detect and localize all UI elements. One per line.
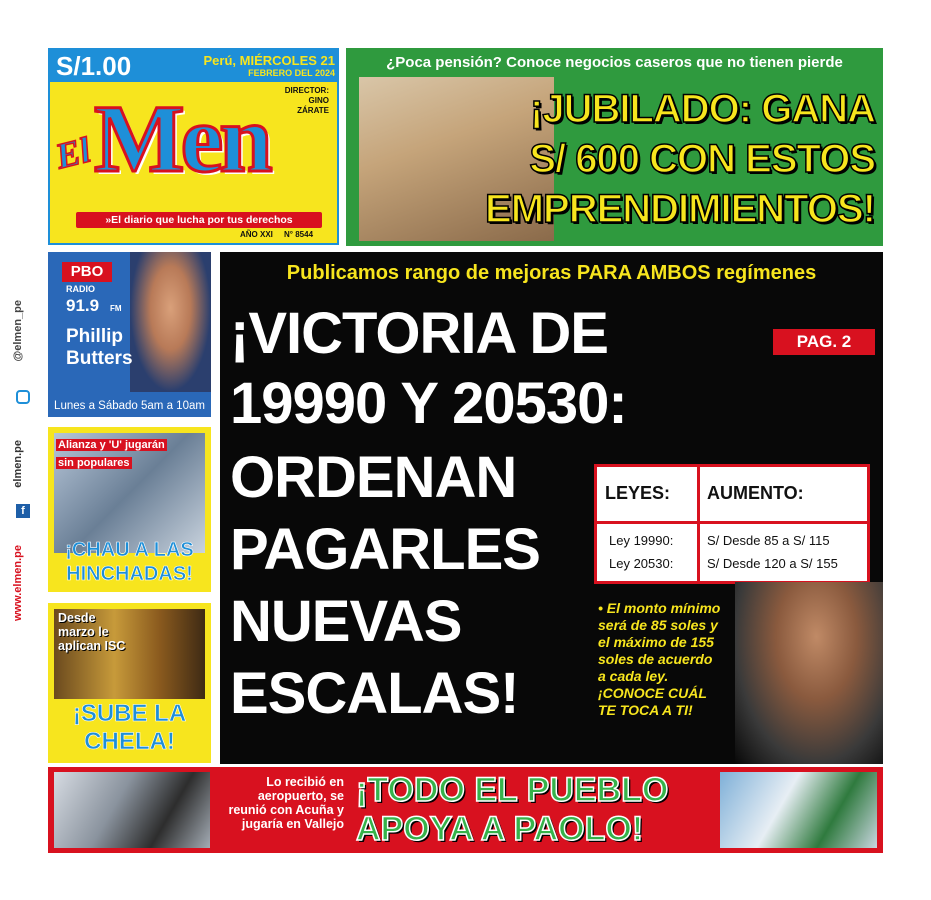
bottom-story-kicker-line: Lo recibió en xyxy=(266,775,344,789)
laws-table xyxy=(594,464,870,584)
side-story-beer[interactable] xyxy=(48,603,211,763)
radio-brand: PBO xyxy=(62,262,112,282)
laws-table-cell-law: Ley 19990: xyxy=(609,533,674,548)
main-headline-line5: NUEVAS xyxy=(230,589,462,654)
main-headline-line1: ¡VICTORIA DE xyxy=(230,301,608,366)
laws-table-cell-law: Ley 20530: xyxy=(609,556,674,571)
top-story-headline-line3: EMPRENDIMIENTOS! xyxy=(485,187,875,231)
main-story-note-line: • El monto mínimo xyxy=(598,600,721,616)
side-story-football-headline-line2: HINCHADAS! xyxy=(66,563,193,585)
side-story-beer-kicker-line1: Desde xyxy=(58,611,96,625)
side-story-football-kicker: Alianza y 'U' jugarán sin populares xyxy=(58,439,165,469)
issue-year: AÑO XXI xyxy=(240,230,273,239)
main-story[interactable] xyxy=(220,252,883,764)
radio-label: RADIO xyxy=(66,284,95,294)
side-story-football-kicker-box xyxy=(56,435,166,471)
top-story-headline-line2: S/ 600 CON ESTOS xyxy=(529,137,875,181)
laws-table-row-divider xyxy=(597,521,867,524)
director-name-last: ZÁRATE xyxy=(297,106,329,115)
main-story-note-line: TE TOCA A TI! xyxy=(598,702,693,718)
radio-schedule: Lunes a Sábado 5am a 10am xyxy=(54,400,205,412)
host-first-name: Phillip xyxy=(66,326,123,347)
bottom-story[interactable] xyxy=(48,767,883,853)
main-story-note-line: ¡CONOCE CUÁL xyxy=(598,685,707,701)
bottom-story-headline-line1: ¡TODO EL PUEBLO xyxy=(356,771,669,809)
side-story-football[interactable] xyxy=(48,427,211,592)
radio-band: FM xyxy=(110,304,122,313)
director-name-first: GINO xyxy=(308,96,329,105)
laws-table-column-divider xyxy=(697,467,700,581)
radio-ad[interactable] xyxy=(48,252,211,417)
date-sub-line: FEBRERO DEL 2024 xyxy=(248,68,335,78)
slogan: »El diario que lucha por tus derechos xyxy=(76,212,322,228)
logo xyxy=(50,80,339,220)
side-story-beer-kicker-line2: marzo le xyxy=(58,625,109,639)
issue-number: N° 8544 xyxy=(284,230,314,239)
issue-info xyxy=(240,230,313,239)
main-story-note-line: el máximo de 155 xyxy=(598,634,714,650)
top-story-kicker: ¿Poca pensión? Conoce negocios caseros que no tienen pierde xyxy=(386,54,843,71)
logo-prefix: El xyxy=(51,129,95,177)
host-last-name: Butters xyxy=(66,348,133,369)
side-story-beer-headline-line2: CHELA! xyxy=(84,728,175,755)
main-headline-line3: ORDENAN xyxy=(230,445,517,510)
main-headline-line2: 19990 Y 20530: xyxy=(230,371,627,436)
top-story-headline-line1: ¡JUBILADO: GANA xyxy=(530,87,875,131)
price: S/1.00 xyxy=(56,51,132,81)
director-label: DIRECTOR: xyxy=(284,86,329,95)
main-story-note-line: será de 85 soles y xyxy=(598,617,718,633)
bottom-story-photo-right xyxy=(720,772,877,848)
main-story-note-line: soles de acuerdo xyxy=(598,651,713,667)
instagram-icon xyxy=(16,390,30,404)
bottom-story-kicker xyxy=(214,775,344,831)
laws-table-cell-increase: S/ Desde 85 a S/ 115 xyxy=(707,533,830,548)
radio-host-photo xyxy=(130,252,211,392)
laws-table-cell-increase: S/ Desde 120 a S/ 155 xyxy=(707,556,838,571)
laws-table-header-increase: AUMENTO: xyxy=(707,483,804,503)
side-social-bar xyxy=(6,300,40,660)
side-story-beer-kicker-line3: aplican ISC xyxy=(58,639,126,653)
main-headline-line4: PAGARLES xyxy=(230,517,540,582)
facebook-handle: elmen.pe xyxy=(12,440,24,488)
main-story-note xyxy=(598,600,798,719)
main-story-note-line: a cada ley. xyxy=(598,668,669,684)
bottom-story-photo-left xyxy=(54,772,210,848)
bottom-story-kicker-line: reunió con Acuña y xyxy=(228,803,344,817)
side-story-football-headline-line1: ¡CHAU A LAS xyxy=(65,539,194,561)
radio-frequency: 91.9 xyxy=(66,296,100,315)
bottom-story-kicker-line: aeropuerto, se xyxy=(257,789,344,803)
masthead xyxy=(48,48,339,245)
page-reference-badge[interactable]: PAG. 2 xyxy=(773,329,875,355)
laws-table-header-laws: LEYES: xyxy=(605,483,671,503)
main-headline-line6: ESCALAS! xyxy=(230,661,519,726)
main-story-kicker: Publicamos rango de mejoras PARA AMBOS regímenes xyxy=(286,262,817,284)
instagram-handle: @elmen_pe xyxy=(12,300,24,362)
logo-main: Men xyxy=(94,85,269,192)
date-line: Perú, MIÉRCOLES 21 xyxy=(203,53,335,68)
side-story-beer-headline-line1: ¡SUBE LA xyxy=(72,700,187,727)
bottom-story-headline-line2: APOYA A PAOLO! xyxy=(356,810,644,848)
bottom-story-kicker-line: jugaría en Vallejo xyxy=(241,817,344,831)
facebook-icon: f xyxy=(16,504,30,518)
website: www.elmen.pe xyxy=(12,545,24,622)
top-story[interactable] xyxy=(346,48,883,246)
